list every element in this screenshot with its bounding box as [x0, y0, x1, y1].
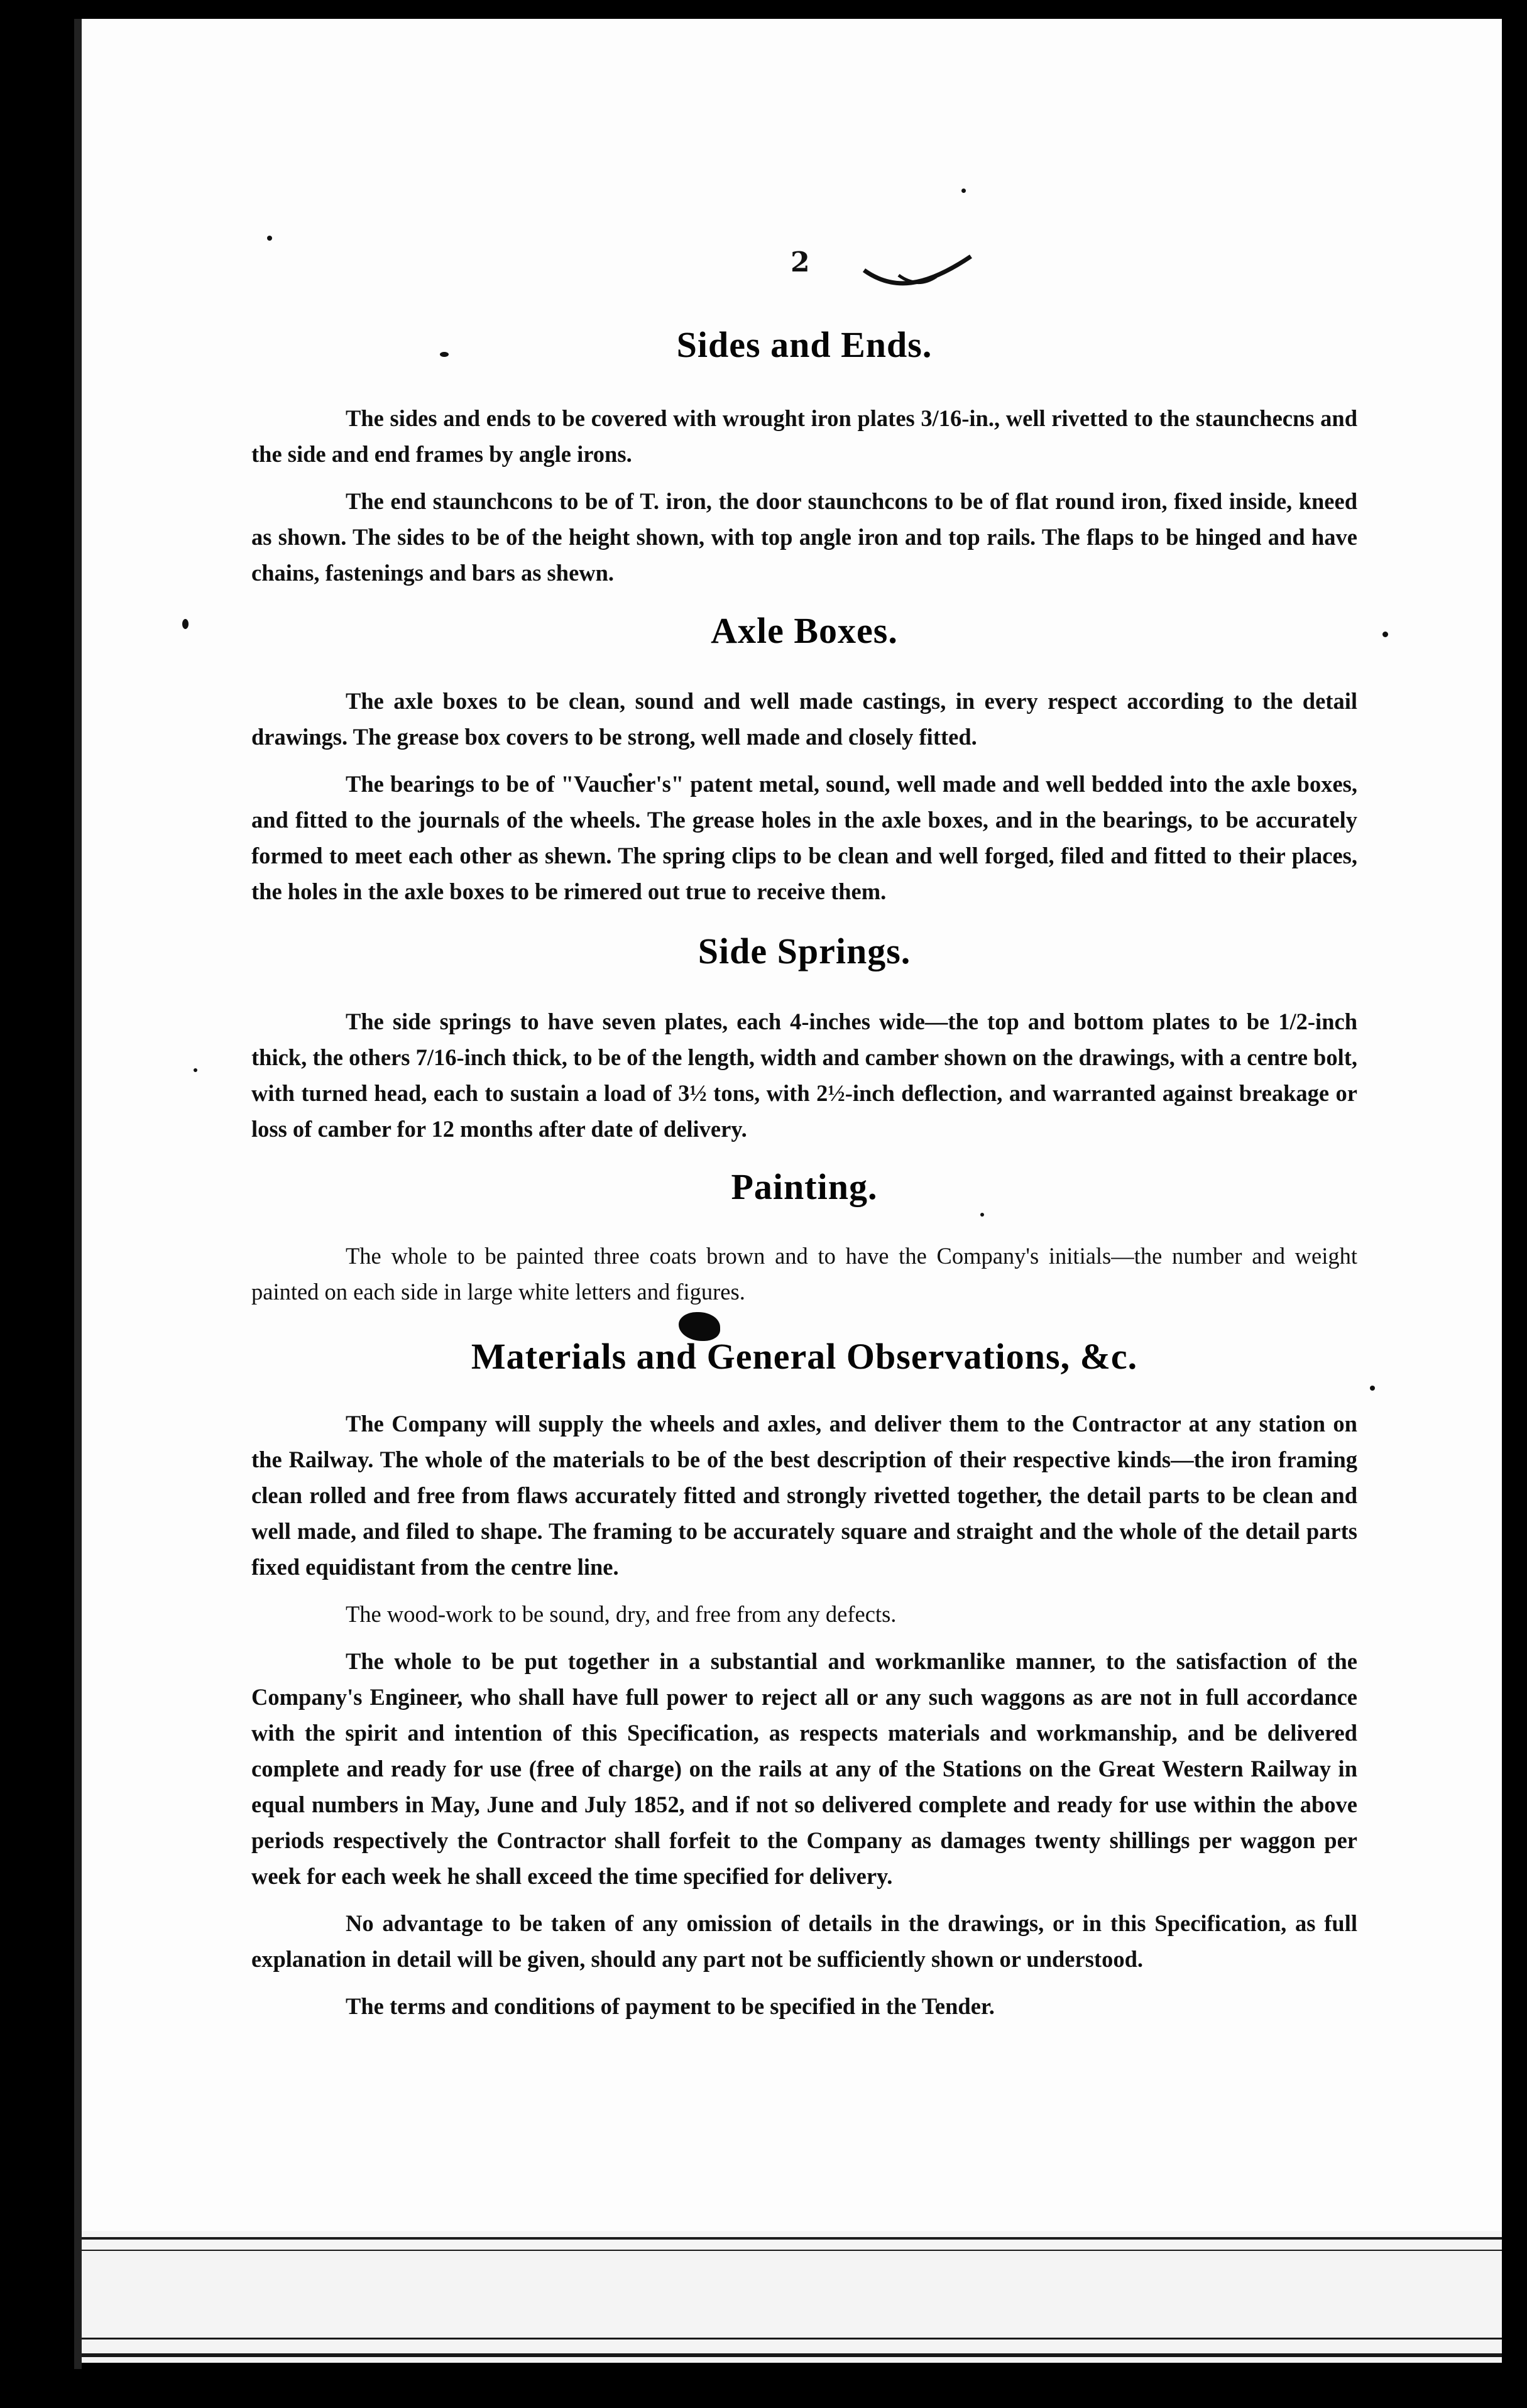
bottom-rule-line: [82, 2250, 1502, 2251]
ink-swash-mark: [861, 251, 974, 295]
ink-speck: [961, 189, 966, 193]
paragraph: The whole to be painted three coats brown and to have the Company's initials—the number and weight painted on each side in large white letters and figures.: [251, 1243, 1357, 1305]
paragraph: The end staunchcons to be of T. iron, the door staunchcons to be of flat round iron, fixed inside, kneed as shown. The sides to be of the height shown, with top angle iron and top rails. The flaps to be hinged and have chains, fastenings and bars as shewn.: [251, 488, 1357, 586]
paragraph: The axle boxes to be clean, sound and well made castings, in every respect according to the detail drawings. The grease box covers to be strong, well made and closely fitted.: [251, 688, 1357, 750]
ink-speck: [1382, 632, 1388, 637]
page-left-edge: [74, 19, 82, 2369]
paragraph: The Company will supply the wheels and axles, and deliver them to the Contractor at any station on the Railway. The whole of the materials to be of the best description of their respective kinds—the iron framing clean rolled and free from flaws accurately fitted and strongly rivetted together, the detail parts to be clean and well made, and filed to shape. The framing to be accurately square and straight and the whole of the detail parts fixed equidistant from the centre line.: [251, 1411, 1357, 1580]
ink-speck: [182, 619, 189, 629]
section-axle-boxes: [251, 610, 1357, 921]
section-heading: Sides and Ends.: [676, 324, 933, 365]
bottom-rule-line: [82, 2338, 1502, 2340]
paragraph: No advantage to be taken of any omission of details in the drawings, or in this Specification, as full explanation in detail will be given, should any part not be sufficiently shown or understood.: [251, 1910, 1357, 1972]
section-side-springs: [251, 930, 1357, 1158]
section-heading: Axle Boxes.: [711, 610, 898, 651]
section-painting: [251, 1166, 1357, 1321]
paragraph: The bearings to be of "Vaucher's" patent metal, sound, well made and well bedded into the axle boxes, and fitted to the journals of the wheels. The grease holes in the axle boxes, and in the bearings, to be accurately formed to meet each other as shewn. The spring clips to be clean and well forged, filed and fitted to their places, the holes in the axle boxes to be rimered out true to receive them.: [251, 771, 1357, 904]
bottom-rule-line: [82, 2353, 1502, 2357]
paragraph: The wood-work to be sound, dry, and free from any defects.: [346, 1601, 897, 1627]
bottom-rule-line: [82, 2237, 1502, 2240]
ink-speck: [1370, 1386, 1375, 1391]
page-number: 2: [791, 246, 810, 278]
section-heading: Side Springs.: [698, 931, 911, 971]
section-materials-and-general-observations: [251, 1335, 1357, 2035]
section-sides-and-ends: [251, 324, 1357, 602]
paragraph: The side springs to have seven plates, each 4-inches wide—the top and bottom plates to be 1/2-inch thick, the others 7/16-inch thick, to be of the length, width and camber shown on the drawings, with a centre bolt, with turned head, each to sustain a load of 3½ tons, with 2½-inch deflection, and warranted against breakage or loss of camber for 12 months after date of delivery.: [251, 1009, 1357, 1142]
ink-speck: [194, 1068, 197, 1072]
paragraph: The sides and ends to be covered with wrought iron plates 3/16-in., well rivetted to the staunchecns and the side and end frames by angle irons.: [251, 405, 1357, 467]
section-heading: Painting.: [731, 1166, 878, 1207]
paragraph: The terms and conditions of payment to be specified in the Tender.: [346, 1993, 995, 2019]
paragraph: The whole to be put together in a substantial and workmanlike manner, to the satisfaction of the Company's Engineer, who shall have full power to reject all or any such waggons as are not in full accordance with the spirit and intention of this Specification, as respects materials and workmanship, and be delivered complete and ready for use (free of charge) on the rails at any of the Stations on the Great Western Railway in equal numbers in May, June and July 1852, and if not so delivered complete and ready for use within the above periods respectively the Contractor shall forfeit to the Company as damages twenty shillings per waggon per week for each week he shall exceed the time specified for delivery.: [251, 1648, 1357, 1889]
section-heading: Materials and General Observations, &c.: [471, 1336, 1138, 1377]
ink-speck: [267, 236, 272, 241]
